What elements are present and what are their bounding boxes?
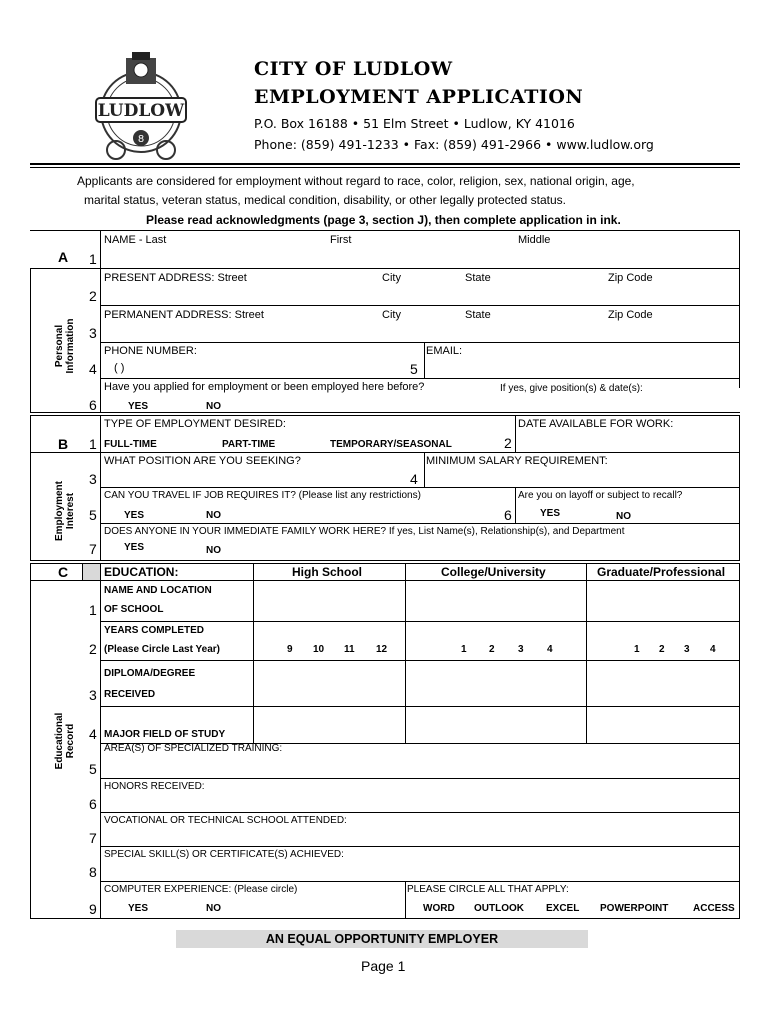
email-label: EMAIL: — [426, 345, 463, 357]
logo-text: LUDLOW — [97, 101, 185, 121]
circle-all-label: PLEASE CIRCLE ALL THAT APPLY: — [407, 884, 569, 895]
temporary-option[interactable]: TEMPORARY/SEASONAL — [330, 439, 452, 450]
name-last-label: NAME - Last — [104, 234, 167, 246]
hs-year-9[interactable]: 9 — [287, 644, 293, 655]
software-word[interactable]: WORD — [423, 903, 455, 914]
travel-no[interactable]: NO — [206, 510, 221, 521]
vocational-label: VOCATIONAL OR TECHNICAL SCHOOL ATTENDED: — [104, 815, 347, 826]
software-access[interactable]: ACCESS — [693, 903, 735, 914]
hs-year-11[interactable]: 11 — [344, 644, 355, 655]
mailing-address: P.O. Box 16188 • 51 Elm Street • Ludlow, KY 41016 — [254, 116, 575, 131]
position-seeking-label: WHAT POSITION ARE YOU SEEKING? — [104, 455, 301, 467]
college-year-4[interactable]: 4 — [547, 644, 553, 655]
family-label: DOES ANYONE IN YOUR IMMEDIATE FAMILY WORK HERE? If yes, List Name(s), Relationship(s), and Department — [104, 526, 625, 537]
eeo-statement-line2: marital status, veteran status, medical condition, disability, or other legally protected status. — [84, 193, 567, 207]
ludlow-logo — [86, 50, 196, 170]
applied-no[interactable]: NO — [206, 401, 221, 412]
family-no[interactable]: NO — [206, 545, 221, 556]
education-header: EDUCATION: — [104, 565, 179, 579]
layoff-yes[interactable]: YES — [540, 508, 561, 519]
city-title: CITY OF LUDLOW — [254, 58, 453, 80]
name-middle-label: Middle — [518, 234, 551, 246]
school-name-label-2: OF SCHOOL — [104, 604, 164, 615]
name-first-label: First — [330, 234, 352, 246]
permanent-address-label: PERMANENT ADDRESS: Street — [104, 309, 264, 321]
travel-yes[interactable]: YES — [124, 510, 145, 521]
high-school-header: High School — [292, 565, 362, 579]
layoff-no[interactable]: NO — [616, 511, 631, 522]
date-available-label: DATE AVAILABLE FOR WORK: — [518, 418, 674, 430]
graduate-header: Graduate/Professional — [597, 565, 726, 579]
school-name-label-1: NAME AND LOCATION — [104, 585, 212, 596]
honors-label: HONORS RECEIVED: — [104, 781, 205, 792]
college-year-1[interactable]: 1 — [461, 644, 467, 655]
grad-year-2[interactable]: 2 — [659, 644, 665, 655]
svg-text:8: 8 — [137, 134, 145, 145]
grad-year-3[interactable]: 3 — [684, 644, 690, 655]
section-c-letter: C — [58, 564, 69, 580]
college-header: College/University — [441, 565, 546, 579]
circle-last-year-label: (Please Circle Last Year) — [104, 644, 220, 655]
hs-year-12[interactable]: 12 — [376, 644, 388, 655]
hs-year-10[interactable]: 10 — [313, 644, 325, 655]
contact-info: Phone: (859) 491-1233 • Fax: (859) 491-2966 • www.ludlow.org — [254, 137, 654, 152]
eeo-statement-line1: Applicants are considered for employment without regard to race, color, religion, sex, national origin, age, — [77, 174, 635, 188]
employment-type-label: TYPE OF EMPLOYMENT DESIRED: — [104, 418, 286, 430]
computer-yes[interactable]: YES — [128, 903, 149, 914]
software-excel[interactable]: EXCEL — [546, 903, 580, 914]
diploma-label-2: RECEIVED — [104, 689, 156, 700]
diploma-label-1: DIPLOMA/DEGREE — [104, 668, 196, 679]
section-a-letter: A — [58, 249, 69, 265]
years-completed-label: YEARS COMPLETED — [104, 625, 205, 636]
grad-year-4[interactable]: 4 — [710, 644, 716, 655]
header-divider — [30, 163, 740, 165]
family-yes[interactable]: YES — [124, 542, 145, 553]
phone-label: PHONE NUMBER: — [104, 345, 197, 357]
major-label: MAJOR FIELD OF STUDY — [104, 729, 226, 740]
page-number: Page 1 — [361, 958, 406, 974]
min-salary-label: MINIMUM SALARY REQUIREMENT: — [426, 455, 608, 467]
layoff-label: Are you on layoff or subject to recall? — [518, 490, 683, 501]
section-c-side-label: Educational Record — [54, 712, 76, 770]
application-title: EMPLOYMENT APPLICATION — [254, 86, 584, 108]
college-year-2[interactable]: 2 — [489, 644, 495, 655]
travel-label: CAN YOU TRAVEL IF JOB REQUIRES IT? (Please list any restrictions) — [104, 490, 421, 501]
full-time-option[interactable]: FULL-TIME — [104, 439, 157, 450]
applied-yes[interactable]: YES — [128, 401, 149, 412]
software-outlook[interactable]: OUTLOOK — [474, 903, 524, 914]
computer-no[interactable]: NO — [206, 903, 221, 914]
college-year-3[interactable]: 3 — [518, 644, 524, 655]
instruction: Please read acknowledgments (page 3, section J), then complete application in ink. — [146, 213, 621, 227]
section-b-letter: B — [58, 436, 69, 452]
specialized-training-label: AREA(S) OF SPECIALIZED TRAINING: — [104, 743, 283, 754]
section-b-side-label: Employment Interest — [54, 481, 76, 542]
computer-experience-label: COMPUTER EXPERIENCE: (Please circle) — [104, 884, 298, 895]
equal-opportunity-banner: AN EQUAL OPPORTUNITY EMPLOYER — [176, 930, 588, 948]
part-time-option[interactable]: PART-TIME — [222, 439, 276, 450]
software-powerpoint[interactable]: POWERPOINT — [600, 903, 669, 914]
section-a-side-label: Personal Information — [54, 318, 76, 374]
present-address-label: PRESENT ADDRESS: Street — [104, 272, 247, 284]
special-skills-label: SPECIAL SKILL(S) OR CERTIFICATE(S) ACHIEVED: — [104, 849, 344, 860]
grad-year-1[interactable]: 1 — [634, 644, 640, 655]
applied-before-label: Have you applied for employment or been employed here before? — [104, 381, 425, 393]
